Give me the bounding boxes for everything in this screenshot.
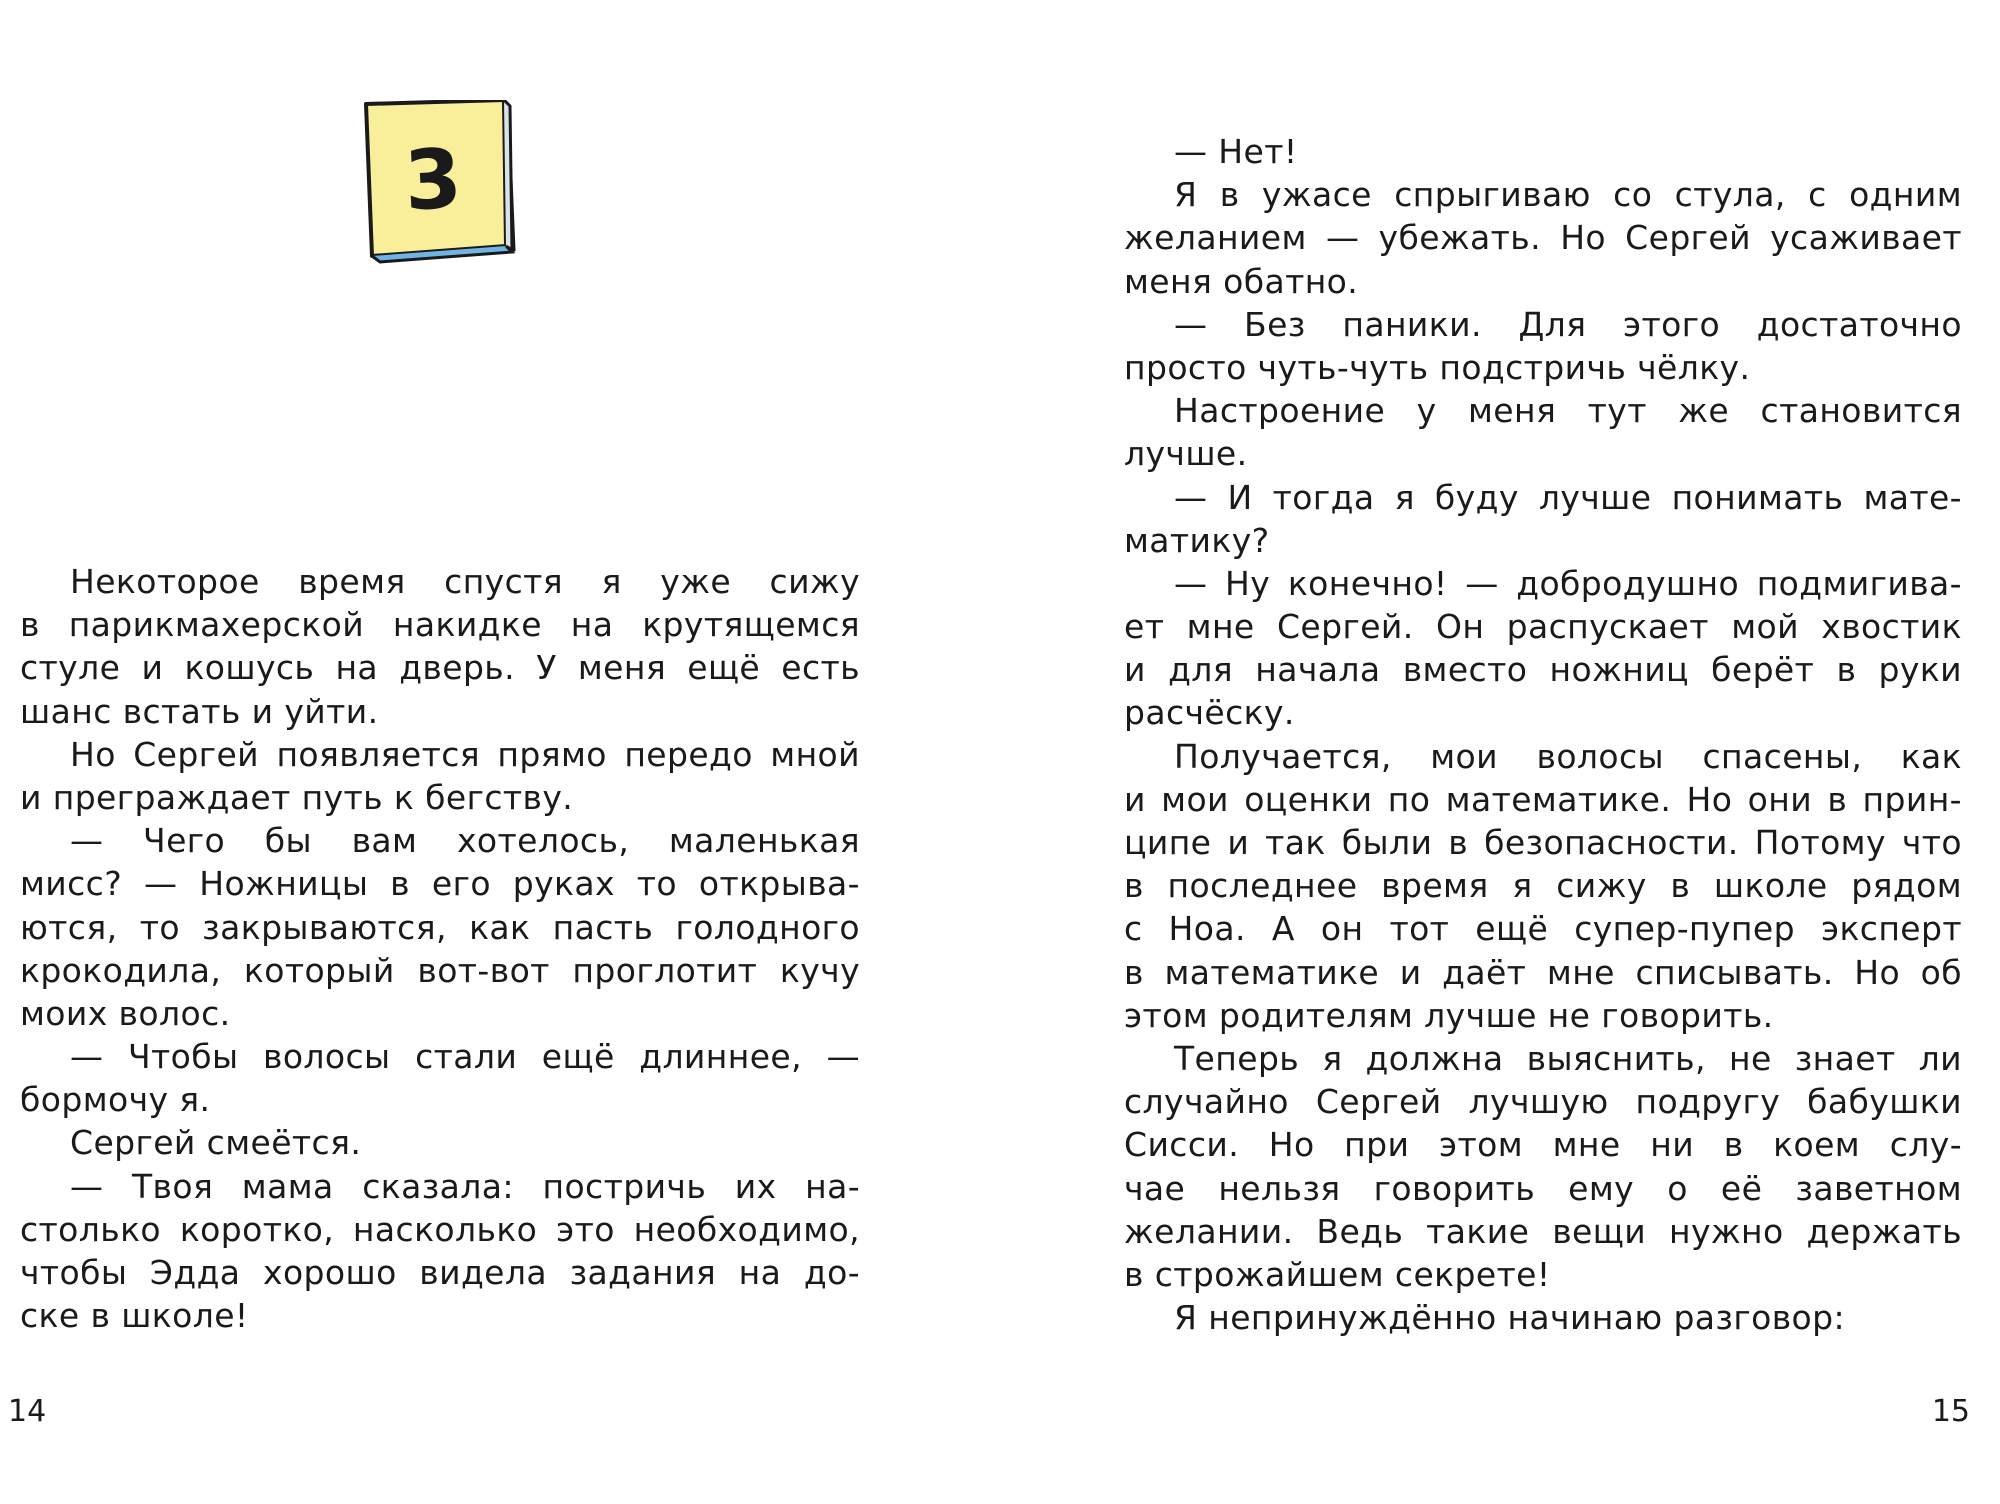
text-line: Я в ужасе спрыгиваю со стула, с одним [1174, 175, 1962, 215]
text-line: ске в школе! [20, 1296, 249, 1336]
text-line: ет мне Сергей. Он распускает мой хвостик [1124, 607, 1962, 647]
text-line: — Чего бы вам хотелось, маленькая [70, 821, 860, 861]
text-line: просто чуть-чуть подстричь чёлку. [1124, 347, 1751, 387]
text-line: с Ноа. А он тот ещё супер-пупер эксперт [1124, 909, 1962, 949]
text-line: расчёску. [1124, 693, 1295, 733]
text-line: лучше. [1124, 434, 1248, 474]
text-line: этом родителям лучше не говорить. [1124, 995, 1774, 1035]
text-line: Получается, мои волосы спасены, как [1174, 736, 1962, 776]
text-line: — Твоя мама сказала: постричь их на- [70, 1166, 860, 1206]
text-line: желанием — убежать. Но Сергей усаживает [1124, 218, 1962, 258]
text-line: стуле и кошусь на дверь. У меня ещё есть [20, 648, 860, 688]
text-line: бормочу я. [20, 1080, 211, 1120]
chapter-number: 3 [402, 131, 464, 229]
text-line: Сисси. Но при этом мне ни в коем слу- [1124, 1125, 1962, 1165]
text-line: желании. Ведь такие вещи нужно держать [1124, 1211, 1962, 1251]
page-number: 14 [8, 1394, 47, 1429]
text-line: Теперь я должна выяснить, не знает ли [1174, 1038, 1962, 1078]
text-line: случайно Сергей лучшую подругу бабушки [1124, 1082, 1962, 1122]
text-line: матику? [1124, 520, 1270, 560]
text-line: столько коротко, насколько это необходимо, [20, 1209, 860, 1249]
text-line: в последнее время я сижу в школе рядом [1124, 866, 1962, 906]
text-line: шанс встать и уйти. [20, 691, 379, 731]
text-line: меня обатно. [1124, 261, 1359, 301]
text-line: и преграждает путь к бегству. [20, 777, 574, 817]
text-line: Некоторое время спустя я уже сижу [70, 562, 860, 601]
page-number: 15 [1931, 1394, 1970, 1429]
text-line: чтобы Эдда хорошо видела задания на до- [20, 1253, 860, 1292]
text-line: — Нет! [1174, 132, 1298, 171]
text-line: моих волос. [20, 993, 231, 1033]
text-line: Сергей смеётся. [70, 1123, 362, 1163]
text-line: ципе и так были в безопасности. Потому что [1124, 823, 1962, 862]
text-line: в математике и даёт мне списывать. Но об [1124, 952, 1962, 992]
text-line: в строжайшем секрете! [1124, 1254, 1551, 1294]
text-line: чае нельзя говорить ему о её заветном [1124, 1168, 1962, 1208]
text-line: — Чтобы волосы стали ещё длиннее, — [70, 1037, 860, 1077]
chapter-badge [358, 100, 520, 268]
text-line: Настроение у меня тут же становится [1174, 391, 1962, 431]
text-line: Но Сергей появляется прямо передо мной [70, 734, 860, 774]
text-line: мисс? — Ножницы в его руках то открыва- [20, 864, 860, 904]
text-line: и мои оценки по математике. Но они в прин- [1124, 779, 1962, 819]
text-line: — Ну конечно! — добродушно подмигива- [1174, 563, 1962, 603]
left-page-text [20, 560, 860, 1337]
text-line: ются, то закрываются, как пасть голодного [20, 907, 860, 947]
right-page-text [1124, 130, 1962, 1339]
text-line: — И тогда я буду лучше понимать мате- [1174, 477, 1962, 517]
text-line: и для начала вместо ножниц берёт в руки [1124, 650, 1962, 690]
text-line: крокодила, который вот-вот проглотит кучу [20, 950, 860, 990]
text-line: Я непринуждённо начинаю разговор: [1174, 1298, 1846, 1338]
right-page [1000, 0, 2000, 1504]
text-line: — Без паники. Для этого достаточно [1174, 304, 1962, 344]
text-line: в парикмахерской накидке на крутящемся [20, 605, 860, 645]
